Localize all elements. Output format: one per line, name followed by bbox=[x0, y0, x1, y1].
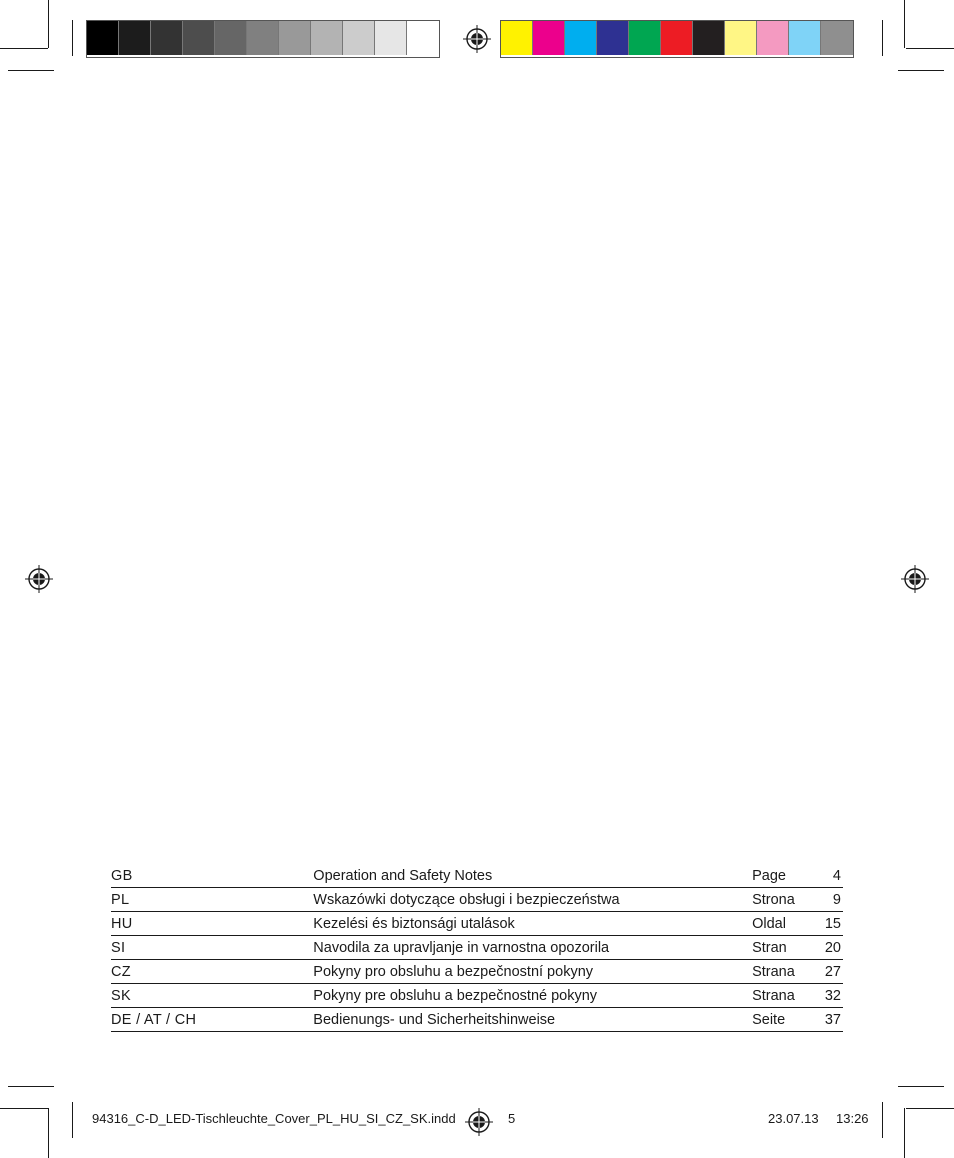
crop-mark bbox=[898, 1086, 944, 1087]
section-title: Bedienungs- und Sicherheitshinweise bbox=[313, 1008, 752, 1032]
crop-mark bbox=[906, 1108, 954, 1109]
table-row bbox=[111, 912, 843, 936]
color-swatch bbox=[247, 21, 279, 55]
color-swatch bbox=[87, 21, 119, 55]
page-word: Strana bbox=[752, 984, 809, 1008]
language-code: DE / AT / CH bbox=[111, 1008, 313, 1032]
page-number: 20 bbox=[809, 936, 843, 960]
language-code: SI bbox=[111, 936, 313, 960]
language-code: CZ bbox=[111, 960, 313, 984]
table-row bbox=[111, 936, 843, 960]
color-swatch bbox=[533, 21, 565, 55]
section-title: Pokyny pro obsluhu a bezpečnostní pokyny bbox=[313, 960, 752, 984]
crop-mark bbox=[906, 48, 954, 49]
page-number: 32 bbox=[809, 984, 843, 1008]
color-swatch bbox=[343, 21, 375, 55]
process-color-bar bbox=[500, 20, 854, 58]
color-swatch bbox=[661, 21, 693, 55]
language-code: PL bbox=[111, 888, 313, 912]
crop-mark bbox=[8, 70, 54, 71]
registration-mark-icon bbox=[463, 25, 491, 53]
section-title: Kezelési és biztonsági utalások bbox=[313, 912, 752, 936]
crop-mark bbox=[904, 0, 905, 48]
crop-mark bbox=[8, 1086, 54, 1087]
footer-date: 23.07.13 bbox=[768, 1111, 819, 1126]
color-swatch bbox=[725, 21, 757, 55]
color-swatch bbox=[279, 21, 311, 55]
color-swatch bbox=[151, 21, 183, 55]
section-title: Operation and Safety Notes bbox=[313, 864, 752, 888]
registration-mark-icon bbox=[901, 565, 929, 593]
registration-mark-icon bbox=[465, 1108, 493, 1136]
page-number: 27 bbox=[809, 960, 843, 984]
crop-mark bbox=[48, 1108, 49, 1158]
color-swatch bbox=[119, 21, 151, 55]
page-word: Seite bbox=[752, 1008, 809, 1032]
registration-mark-icon bbox=[25, 565, 53, 593]
page-word: Strona bbox=[752, 888, 809, 912]
color-swatch bbox=[407, 21, 439, 55]
language-code: SK bbox=[111, 984, 313, 1008]
crop-mark bbox=[0, 1108, 48, 1109]
color-swatch bbox=[565, 21, 597, 55]
table-row bbox=[111, 888, 843, 912]
page-number: 9 bbox=[809, 888, 843, 912]
footer-time: 13:26 bbox=[836, 1111, 869, 1126]
table-row bbox=[111, 1008, 843, 1032]
table-row bbox=[111, 864, 843, 888]
crop-mark bbox=[72, 20, 73, 56]
section-title: Pokyny pre obsluhu a bezpečnostné pokyny bbox=[313, 984, 752, 1008]
crop-mark bbox=[48, 0, 49, 48]
crop-mark bbox=[0, 48, 48, 49]
page-number: 37 bbox=[809, 1008, 843, 1032]
table-row bbox=[111, 984, 843, 1008]
footer-filename: 94316_C-D_LED-Tischleuchte_Cover_PL_HU_SI_CZ_SK.indd bbox=[92, 1111, 456, 1126]
language-code: GB bbox=[111, 864, 313, 888]
color-swatch bbox=[183, 21, 215, 55]
color-swatch bbox=[215, 21, 247, 55]
table-of-contents bbox=[111, 864, 843, 1032]
page-word: Oldal bbox=[752, 912, 809, 936]
page-word: Strana bbox=[752, 960, 809, 984]
color-swatch bbox=[501, 21, 533, 55]
page-word: Stran bbox=[752, 936, 809, 960]
crop-mark bbox=[898, 70, 944, 71]
section-title: Navodila za upravljanje in varnostna opozorila bbox=[313, 936, 752, 960]
color-swatch bbox=[789, 21, 821, 55]
page-number: 15 bbox=[809, 912, 843, 936]
page-word: Page bbox=[752, 864, 809, 888]
color-swatch bbox=[597, 21, 629, 55]
crop-mark bbox=[72, 1102, 73, 1138]
grayscale-color-bar bbox=[86, 20, 440, 58]
table-row bbox=[111, 960, 843, 984]
color-swatch bbox=[693, 21, 725, 55]
page-number: 4 bbox=[809, 864, 843, 888]
color-swatch bbox=[629, 21, 661, 55]
crop-mark bbox=[904, 1108, 905, 1158]
language-code: HU bbox=[111, 912, 313, 936]
color-swatch bbox=[821, 21, 853, 55]
section-title: Wskazówki dotyczące obsługi i bezpieczeństwa bbox=[313, 888, 752, 912]
color-swatch bbox=[311, 21, 343, 55]
color-swatch bbox=[757, 21, 789, 55]
crop-mark bbox=[882, 1102, 883, 1138]
footer-page-number: 5 bbox=[508, 1111, 516, 1126]
color-swatch bbox=[375, 21, 407, 55]
crop-mark bbox=[882, 20, 883, 56]
